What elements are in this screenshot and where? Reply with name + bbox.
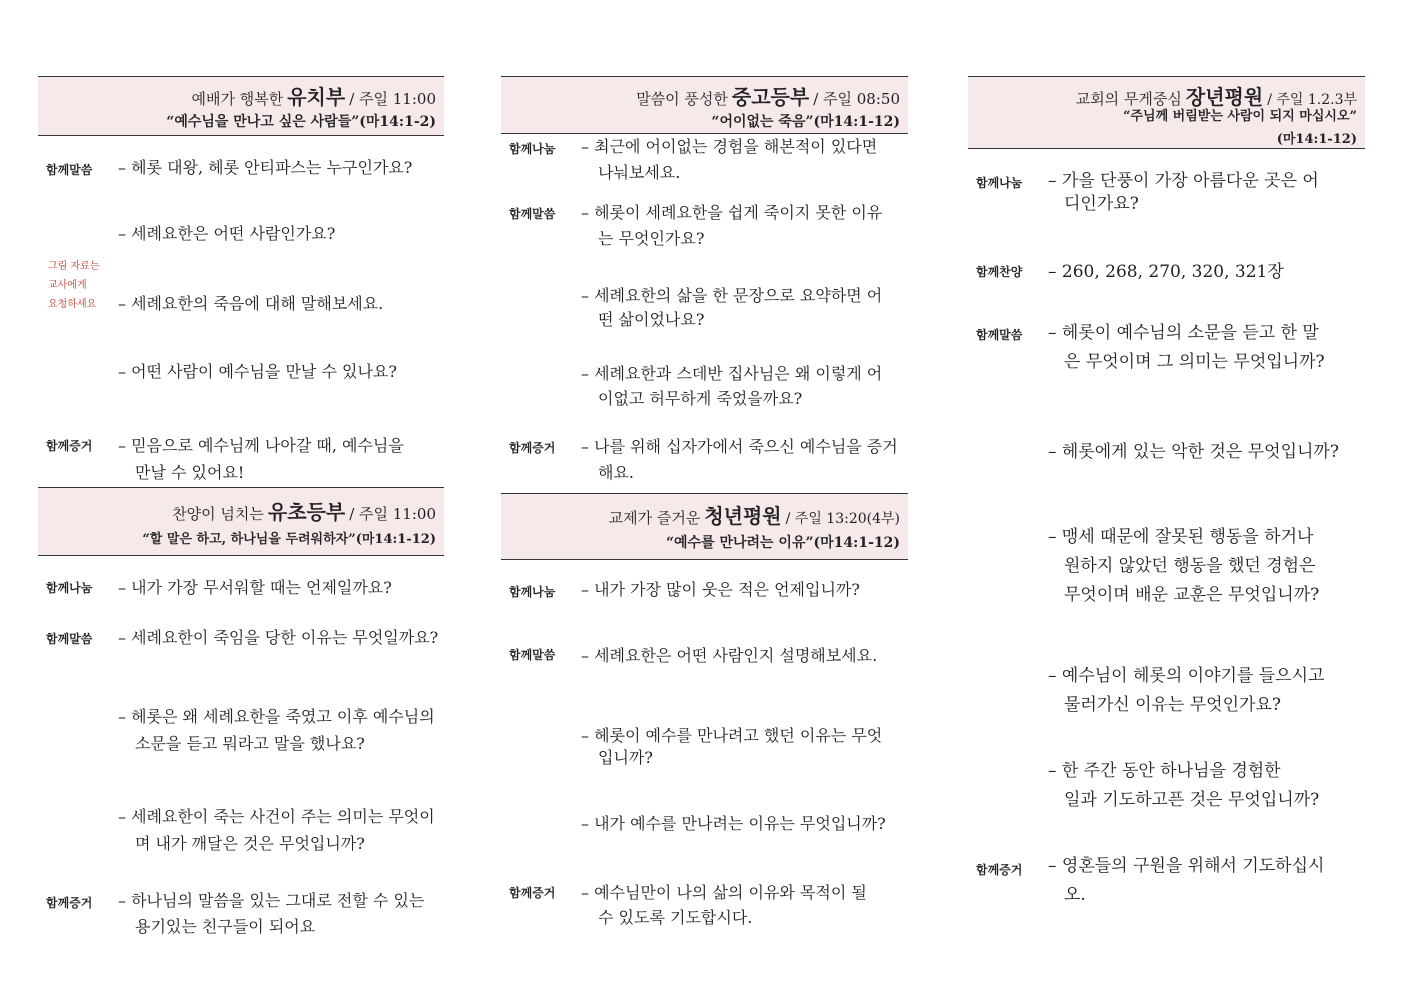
young-adult-time: / 주일 13:20(4부) xyxy=(785,511,900,527)
kindergarten-question-1: – 헤롯 대왕, 헤롯 안티파스는 누구인가요? xyxy=(118,158,413,177)
youth-label-witness: 함께증거 xyxy=(509,441,556,455)
adult-question-4-cont-1: 원하지 않았던 행동을 했던 경험은 xyxy=(1064,556,1316,576)
youth-name: 중고등부 xyxy=(731,85,810,109)
kindergarten-question-3: – 세례요한의 죽음에 대해 말해보세요. xyxy=(118,294,384,313)
kindergarten-time: / 주일 11:00 xyxy=(349,90,436,108)
kindergarten-side-note xyxy=(48,257,99,314)
young-adult-theme: “예수를 만나려는 이유”(마14:1-12) xyxy=(665,535,900,551)
young-adult-label-witness: 함께증거 xyxy=(509,886,556,900)
elementary-question-5-cont: 용기있는 친구들이 되어요 xyxy=(135,917,316,936)
elementary-title xyxy=(172,496,436,525)
young-adult-header xyxy=(501,493,908,560)
adult-label-witness: 함께증거 xyxy=(976,863,1023,877)
young-adult-question-1: – 내가 가장 많이 웃은 적은 언제입니까? xyxy=(581,580,860,599)
adult-question-4: – 맹세 때문에 잘못된 행동을 하거나 xyxy=(1048,527,1314,547)
elementary-question-4: – 세례요한이 죽는 사건이 주는 의미는 무엇이 xyxy=(118,807,435,826)
adult-name: 장년평원 xyxy=(1185,85,1264,109)
elementary-time: / 주일 11:00 xyxy=(349,505,436,523)
youth-question-4: – 세례요한과 스데반 집사님은 왜 이렇게 어 xyxy=(581,364,883,383)
young-adult-question-5-cont: 수 있도록 기도합시다. xyxy=(598,908,753,927)
kindergarten-theme: “예수님을 만나고 싶은 사람들”(마14:1-2) xyxy=(166,114,436,130)
kindergarten-name: 유치부 xyxy=(287,85,346,109)
elementary-theme: “할 말은 하고, 하나님을 두려워하자”(마14:1-12) xyxy=(142,532,436,547)
young-adult-label-share: 함께나눔 xyxy=(509,585,556,599)
elementary-question-1: – 내가 가장 무서워할 때는 언제일까요? xyxy=(118,578,392,597)
young-adult-question-3: – 헤롯이 예수를 만나려고 했던 이유는 무엇 xyxy=(581,726,883,745)
adult-question-2-cont: 은 무엇이며 그 의미는 무엇입니까? xyxy=(1064,352,1325,372)
youth-question-1-cont: 나눠보세요. xyxy=(598,163,681,182)
youth-time: / 주일 08:50 xyxy=(813,90,900,108)
elementary-label-share: 함께나눔 xyxy=(46,581,93,595)
adult-question-5-cont: 물러가신 이유는 무엇인가요? xyxy=(1064,695,1281,715)
adult-question-5: – 예수님이 헤롯의 이야기를 들으시고 xyxy=(1048,666,1325,686)
youth-header-prefix: 말씀이 풍성한 xyxy=(636,90,728,108)
adult-question-6: – 한 주간 동안 하나님을 경험한 xyxy=(1048,761,1281,781)
elementary-question-3: – 헤롯은 왜 세례요한을 죽였고 이후 예수님의 xyxy=(118,707,435,726)
elementary-label-word: 함께말씀 xyxy=(46,632,93,646)
elementary-label-witness: 함께증거 xyxy=(46,896,93,910)
kindergarten-question-2: – 세례요한은 어떤 사람인가요? xyxy=(118,224,336,243)
adult-question-3: – 헤롯에게 있는 악한 것은 무엇입니까? xyxy=(1048,442,1339,462)
youth-question-5: – 나를 위해 십자가에서 죽으신 예수님을 증거 xyxy=(581,437,898,456)
youth-question-1: – 최근에 어이없는 경험을 해본적이 있다면 xyxy=(581,137,878,156)
young-adult-question-5: – 예수님만이 나의 삶의 이유와 목적이 될 xyxy=(581,883,867,902)
adult-label-praise: 함께찬양 xyxy=(976,265,1023,279)
youth-label-share: 함께나눔 xyxy=(509,142,556,156)
adult-question-2: – 헤롯이 예수님의 소문을 듣고 한 말 xyxy=(1048,323,1319,343)
youth-question-4-cont: 이없고 허무하게 죽었을까요? xyxy=(598,389,803,408)
youth-question-2: – 헤롯이 세례요한을 쉽게 죽이지 못한 이유 xyxy=(581,203,883,222)
column-kindergarten-elementary xyxy=(38,0,444,992)
kindergarten-label-word: 함께말씀 xyxy=(46,163,93,177)
kindergarten-title xyxy=(192,81,437,110)
adult-question-6-cont: 일과 기도하고픈 것은 무엇입니까? xyxy=(1064,790,1320,810)
young-adult-label-word: 함께말씀 xyxy=(509,648,556,662)
elementary-question-3-cont: 소문을 듣고 뭐라고 말을 했나요? xyxy=(135,734,365,753)
adult-hymns: – 260, 268, 270, 320, 321장 xyxy=(1048,262,1284,282)
youth-theme: “어이없는 죽음”(마14:1-12) xyxy=(711,114,900,130)
young-adult-question-2: – 세례요한은 어떤 사람인지 설명해보세요. xyxy=(581,646,878,665)
kindergarten-header xyxy=(38,76,444,136)
adult-header-prefix: 교회의 무게중심 xyxy=(1075,90,1182,108)
adult-time: / 주일 1.2.3부 xyxy=(1267,92,1357,108)
youth-question-3-cont: 떤 삶이었나요? xyxy=(598,310,705,329)
young-adult-question-4: – 내가 예수를 만나려는 이유는 무엇입니까? xyxy=(581,814,886,833)
youth-title xyxy=(636,81,900,110)
young-adult-question-3-cont: 입니까? xyxy=(598,748,653,767)
elementary-question-5: – 하나님의 말씀을 있는 그대로 전할 수 있는 xyxy=(118,891,425,910)
youth-header xyxy=(501,76,908,134)
elementary-header xyxy=(38,487,444,556)
kindergarten-header-prefix: 예배가 행복한 xyxy=(191,90,284,108)
adult-question-1-cont: 디인가요? xyxy=(1064,194,1139,214)
kindergarten-label-witness: 함께증거 xyxy=(46,439,93,453)
side-note-line-2: 교사에게 xyxy=(48,280,87,291)
elementary-question-2: – 세례요한이 죽임을 당한 이유는 무엇일까요? xyxy=(118,628,439,647)
young-adult-header-prefix: 교제가 즐거운 xyxy=(608,509,701,527)
youth-question-2-cont: 는 무엇인가요? xyxy=(598,229,705,248)
side-note-line-3: 요청하세요 xyxy=(48,299,97,310)
youth-question-3: – 세례요한의 삶을 한 문장으로 요약하면 어 xyxy=(581,286,883,305)
adult-question-4-cont-2: 무엇이며 배운 교훈은 무엇입니까? xyxy=(1064,585,1320,605)
youth-label-word: 함께말씀 xyxy=(509,207,556,221)
young-adult-title xyxy=(609,500,900,529)
kindergarten-question-4: – 어떤 사람이 예수님을 만날 수 있나요? xyxy=(118,362,397,381)
column-youth-young-adult xyxy=(501,0,908,992)
elementary-header-prefix: 찬양이 넘치는 xyxy=(172,505,264,523)
youth-question-5-cont: 해요. xyxy=(598,463,634,482)
kindergarten-question-5-cont: 만날 수 있어요! xyxy=(135,463,245,482)
adult-question-7: – 영혼들의 구원을 위해서 기도하십시 xyxy=(1048,856,1325,876)
side-note-line-1: 그림 자료는 xyxy=(48,261,100,272)
adult-verse: (마14:1-12) xyxy=(1276,132,1357,147)
young-adult-name: 청년평원 xyxy=(704,504,782,528)
adult-label-share: 함께나눔 xyxy=(976,176,1023,190)
column-adult xyxy=(968,0,1365,992)
adult-question-1: – 가을 단풍이 가장 아름다운 곳은 어 xyxy=(1048,171,1319,191)
elementary-question-4-cont: 며 내가 깨달은 것은 무엇입니까? xyxy=(135,834,365,853)
elementary-name: 유초등부 xyxy=(267,500,346,524)
adult-theme: “주님께 버림받는 사람이 되지 마십시오” xyxy=(1123,109,1357,124)
kindergarten-question-5: – 믿음으로 예수님께 나아갈 때, 예수님을 xyxy=(118,436,404,455)
adult-question-7-cont: 오. xyxy=(1064,885,1086,905)
adult-header xyxy=(968,76,1365,149)
adult-label-word: 함께말씀 xyxy=(976,328,1023,342)
